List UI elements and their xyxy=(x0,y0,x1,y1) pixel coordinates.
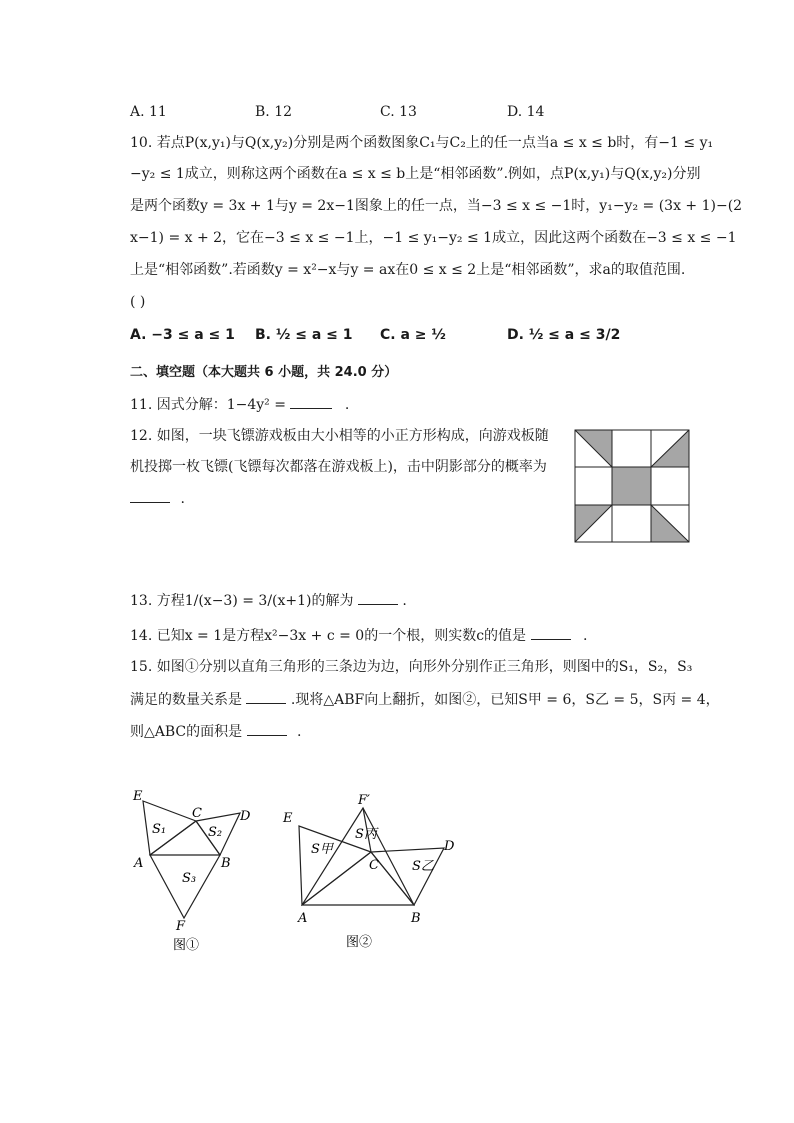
q14-end: . xyxy=(582,628,588,644)
q9-option-b: B. 12 xyxy=(255,104,293,120)
q14 xyxy=(130,625,587,646)
q15-line-2b: .现将△ABF向上翻折，如图②，已知S甲 = 6，S乙 = 5，S丙 = 4， xyxy=(290,692,720,708)
q9-option-a: A. 11 xyxy=(130,104,167,120)
fig2-label-s-yi: S乙 xyxy=(412,859,434,874)
q14-text: 14. 已知x = 1是方程x²−3x + c = 0的一个根，则实数c的值是 xyxy=(130,628,527,644)
q12-end: . xyxy=(180,491,185,507)
q12-answer-blank[interactable] xyxy=(130,488,170,503)
dartboard-figure xyxy=(574,429,690,543)
fig2-label-d: D xyxy=(444,839,455,854)
q10-line-5: 上是“相邻函数”.若函数y = x²−x与y = ax在0 ≤ x ≤ 2上是“相邻函数”，求a的取值范围. xyxy=(130,262,686,278)
q10-option-a: A. −3 ≤ a ≤ 1 xyxy=(130,327,235,343)
shade-center xyxy=(612,467,651,505)
fig2-label-b: B xyxy=(411,911,421,926)
fig1-label-b: B xyxy=(221,856,231,871)
q12-line-2: 机投掷一枚飞镖(飞镖每次都落在游戏板上)，击中阴影部分的概率为 xyxy=(130,459,547,475)
q10-line-1: 10. 若点P(x,y₁)与Q(x,y₂)分别是两个函数图象C₁与C₂上的任一点当a ≤ x ≤ b时，有−1 ≤ y₁ xyxy=(130,135,714,151)
figure-2 xyxy=(278,790,468,955)
q15-answer-blank-1[interactable] xyxy=(246,689,286,704)
q13 xyxy=(130,590,407,611)
q13-end: . xyxy=(402,593,407,609)
q11 xyxy=(130,394,349,415)
q10-line-6: ( ) xyxy=(130,294,146,310)
fig2-label-a: A xyxy=(298,911,308,926)
q13-text: 13. 方程1/(x−3) = 3/(x+1)的解为 xyxy=(130,593,354,609)
q10-option-b: B. ½ ≤ a ≤ 1 xyxy=(255,327,353,343)
q9-option-c: C. 13 xyxy=(380,104,417,120)
fig2-label-c: C xyxy=(369,858,379,873)
fig1-label-f: F xyxy=(176,919,186,934)
q12-line-1: 12. 如图，一块飞镖游戏板由大小相等的小正方形构成，向游戏板随 xyxy=(130,428,549,444)
q10-line-2: −y₂ ≤ 1成立，则称这两个函数在a ≤ x ≤ b上是“相邻函数”.例如，点P(x,y₁)与Q(x,y₂)分别 xyxy=(130,166,701,182)
q15-answer-blank-2[interactable] xyxy=(247,721,287,736)
fig2-caption: 图② xyxy=(346,935,373,950)
fig1-label-a: A xyxy=(134,856,144,871)
fig1-label-s2: S₂ xyxy=(208,825,223,840)
q10-option-d: D. ½ ≤ a ≤ 3/2 xyxy=(507,327,621,343)
q15-line-3b: . xyxy=(297,724,302,740)
fig1-label-d: D xyxy=(240,809,251,824)
q11-text: 11. 因式分解：1−4y² = xyxy=(130,397,291,413)
fig1-label-e: E xyxy=(133,789,143,804)
q15-line-3a: 则△ABC的面积是 xyxy=(130,724,243,740)
q10-line-3: 是两个函数y = 3x + 1与y = 2x−1图象上的任一点，当−3 ≤ x ≤ −1时，y₁−y₂ = (3x + 1)−(2 xyxy=(130,198,743,214)
q9-option-d: D. 14 xyxy=(507,104,545,120)
fig1-caption: 图① xyxy=(173,938,200,953)
fig2-label-e: E xyxy=(283,811,293,826)
q10-option-c: C. a ≥ ½ xyxy=(380,327,446,343)
fig1-label-c: C xyxy=(192,806,202,821)
q11-end: . xyxy=(344,397,350,413)
fig1-label-s1: S₁ xyxy=(152,822,167,837)
q12-line-3 xyxy=(130,488,185,509)
q10-line-4: x−1) = x + 2，它在−3 ≤ x ≤ −1上，−1 ≤ y₁−y₂ ≤ 1成立，因此这两个函数在−3 ≤ x ≤ −1 xyxy=(130,230,737,246)
fig2-label-s-bing: S丙 xyxy=(355,827,377,842)
q13-answer-blank[interactable] xyxy=(358,590,398,605)
q15-line-2a: 满足的数量关系是 xyxy=(130,692,242,708)
q14-answer-blank[interactable] xyxy=(531,625,571,640)
q15-line-2 xyxy=(130,689,720,710)
fig2-label-s-jia: S甲 xyxy=(311,842,333,857)
q11-answer-blank[interactable] xyxy=(290,394,332,409)
q15-line-1: 15. 如图①分别以直角三角形的三条边为边，向形外分别作正三角形，则图中的S₁，S₂，S₃ xyxy=(130,659,693,675)
q15-line-3 xyxy=(130,721,302,742)
section-title: 二、填空题（本大题共 6 小题，共 24.0 分） xyxy=(130,365,398,380)
fig1-label-s3: S₃ xyxy=(182,871,197,886)
figure-1 xyxy=(128,783,268,953)
fig2-label-f-prime: F′ xyxy=(358,793,370,808)
